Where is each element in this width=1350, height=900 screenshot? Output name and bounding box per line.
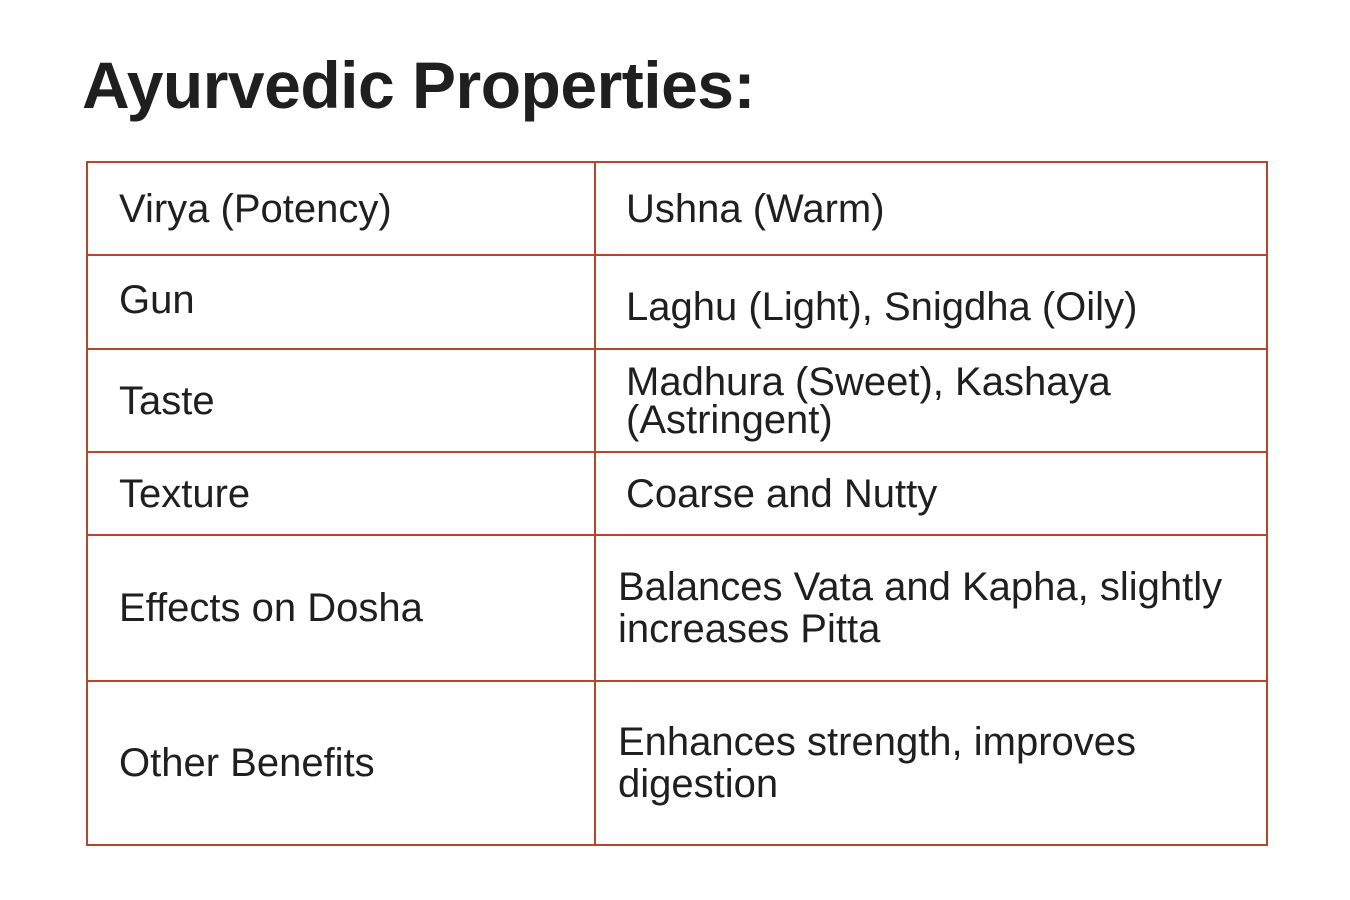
property-name: Virya (Potency): [87, 162, 595, 255]
table-row: [87, 349, 1267, 452]
property-name: Other Benefits: [87, 681, 595, 845]
property-value: Coarse and Nutty: [595, 452, 1267, 535]
property-value: Madhura (Sweet), Kashaya (Astringent): [595, 349, 1267, 452]
property-value: Enhances strength, improves digestion: [595, 681, 1267, 845]
property-name: Taste: [87, 349, 595, 452]
property-value: Balances Vata and Kapha, slightly increases Pitta: [595, 535, 1267, 681]
property-name: Effects on Dosha: [87, 535, 595, 681]
property-value: Ushna (Warm): [595, 162, 1267, 255]
table-row: [87, 255, 1267, 349]
table-row: [87, 162, 1267, 255]
property-name: Gun: [87, 255, 595, 349]
table-row: [87, 681, 1267, 845]
table-row: [87, 452, 1267, 535]
page-title: Ayurvedic Properties:: [82, 48, 755, 122]
property-name: Texture: [87, 452, 595, 535]
property-value: Laghu (Light), Snigdha (Oily): [595, 255, 1267, 349]
table-row: [87, 535, 1267, 681]
properties-table: [86, 161, 1268, 846]
